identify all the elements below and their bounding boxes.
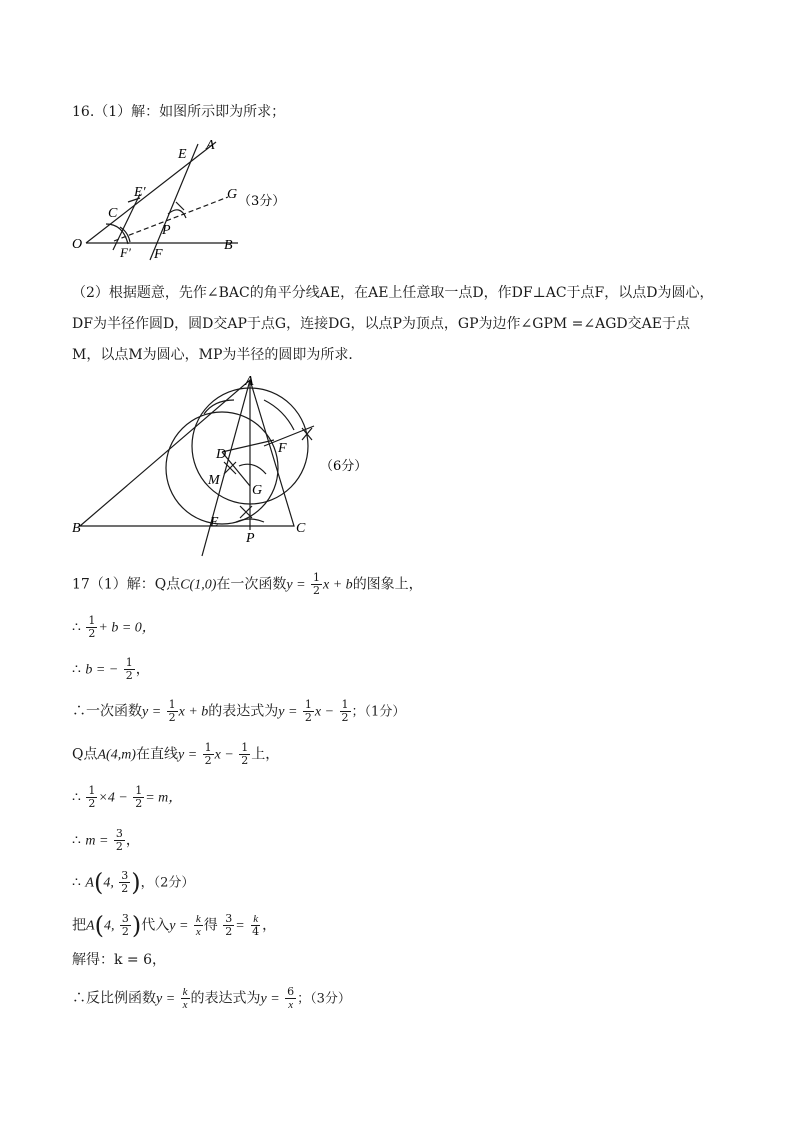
label-c: C <box>108 206 118 221</box>
figure-angle-bisector <box>68 132 308 267</box>
point-c: C(1,0) <box>180 577 217 593</box>
label-f-prime: F′ <box>120 245 131 260</box>
label-o: O <box>72 237 83 252</box>
ray-oa <box>86 142 216 243</box>
line-f-extension <box>264 426 314 446</box>
arc-g <box>239 464 266 474</box>
score-3: （3分） <box>238 194 286 209</box>
label-a: A <box>245 374 254 389</box>
figure-triangle-circles <box>64 370 384 560</box>
q16-part2-line2: DF为半径作圆D，圆D交AP于点G，连接DG，以点P为顶点，GP为边作∠GPM =∠AGD交AE于点 <box>72 316 690 332</box>
q17-line8: ∴ A(4, $\frac{3}{2}$ )，（2分） <box>72 868 195 897</box>
fraction-half: $\frac{1}{2}$ <box>88 614 96 640</box>
arc-top-right <box>264 400 294 430</box>
q16-part2-line3: M，以点M为圆心，MP为半径的圆即为所求． <box>72 347 363 363</box>
score-3b: ；（3分） <box>297 991 351 1007</box>
x-plus-b: x + b <box>323 577 353 593</box>
score-6: （6分） <box>320 459 368 474</box>
label-f: F <box>278 441 287 456</box>
label-p: P <box>246 531 255 546</box>
label-g: G <box>227 187 238 202</box>
label-c: C <box>296 521 306 536</box>
label-a: A <box>206 138 215 153</box>
q17-line11: ∴反比例函数y = $\frac{k}{x}$ 的表达式为y = $\frac{6}{x}$ ；（3分） <box>72 985 351 1011</box>
q17-line4: ∴一次函数y = $\frac{1}{2}$ x + b的表达式为y = $\frac{1}{2}$ x − $\frac{1}{2}$ ；（1分） <box>72 698 406 724</box>
q17-line10: 解得：k = 6， <box>72 952 167 968</box>
label-f: F <box>154 247 163 262</box>
q17-intro: 17（1）解： <box>72 576 155 593</box>
label-g: G <box>252 483 263 498</box>
label-b: B <box>72 521 81 536</box>
label-e-prime: E′ <box>134 185 146 200</box>
label-m: M <box>208 473 220 488</box>
score-2: ，（2分） <box>140 875 195 891</box>
q16-part1-text: 16.（1）解：如图所示即为所求； <box>72 104 286 120</box>
line-e-prime-f-prime <box>113 194 140 250</box>
q17-line3: ∴ b = − $\frac{1}{2}$ ， <box>72 656 150 682</box>
label-e: E <box>210 515 219 530</box>
label-b: B <box>224 238 233 253</box>
q17-line6: ∴ $\frac{1}{2}$ ×4 − $\frac{1}{2}$ = m， <box>72 784 183 810</box>
text-graph: 的图象上， <box>352 576 423 593</box>
triangle-abc <box>80 380 294 526</box>
q17-line7: ∴ m = $\frac{3}{2}$ ， <box>72 827 140 853</box>
q17-line2: ∴ $\frac{1}{2}$ + b = 0， <box>72 614 156 640</box>
fraction-half: $\frac{1}{2}$ <box>125 656 133 682</box>
q17-line5: Q点A(4,m)在直线y = $\frac{1}{2}$ x − $\frac{1}{2}$ 上， <box>72 741 280 767</box>
q16-part2-line1: （2）根据题意，先作∠BAC的角平分线AE，在AE上任意取一点D，作DF⊥AC于点F，以点D为圆心， <box>72 285 714 301</box>
q17-line1 <box>72 572 423 597</box>
circle-mp <box>166 412 278 524</box>
label-p: P <box>162 223 171 238</box>
y-eq: y = <box>286 577 306 593</box>
label-d: D <box>216 447 227 462</box>
text-q-point: Q点 <box>154 576 181 593</box>
text-linear: 在一次函数 <box>216 576 287 593</box>
q17-line9: 把A(4, $\frac{3}{2}$ )代入y = $\frac{k}{x}$ 得 $\frac{3}{2}$ = $\frac{k}{4}$ ， <box>72 911 277 940</box>
score-1: ；（1分） <box>351 704 406 720</box>
fraction-half: $\frac{1}{2}$ <box>313 571 321 597</box>
dashed-line-og <box>114 197 228 241</box>
tick-small <box>176 202 184 210</box>
segment-df <box>222 440 274 452</box>
label-e: E <box>178 147 187 162</box>
